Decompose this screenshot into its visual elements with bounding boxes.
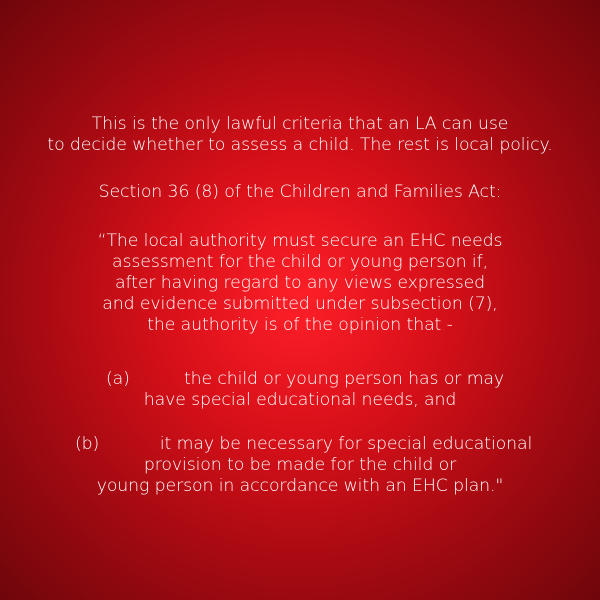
clause-b-marker: (b): [75, 434, 100, 454]
clause-b-line-1: it may be necessary for special educational: [159, 434, 533, 454]
clause-a-marker: (a): [106, 369, 130, 389]
quote-line-2: assessment for the child or young person if,: [112, 252, 488, 272]
quote-line-5: the authority is of the opinion that -: [147, 315, 453, 335]
intro-line-1: This is the only lawful criteria that an LA can use: [91, 114, 509, 134]
section-heading: [0, 182, 600, 203]
intro-line-2: to decide whether to assess a child. The rest is local policy.: [47, 135, 553, 155]
intro-text: [0, 114, 600, 156]
section-heading-text: Section 36 (8) of the Children and Families Act:: [98, 182, 502, 202]
clause-a: [0, 369, 600, 411]
clause-b: [0, 434, 600, 497]
clause-b-line-2: provision to be made for the child or: [143, 455, 457, 475]
clause-b-line-3: young person in accordance with an EHC plan.": [96, 476, 504, 496]
clause-a-line-2: have special educational needs, and: [143, 390, 457, 410]
quote-line-3: after having regard to any views expressed: [114, 273, 486, 293]
quote-line-4: and evidence submitted under subsection (7),: [102, 294, 498, 314]
quote-line-1: “The local authority must secure an EHC needs: [97, 231, 503, 251]
clause-a-line-1: the child or young person has or may: [183, 369, 505, 389]
statute-quote: [0, 231, 600, 336]
